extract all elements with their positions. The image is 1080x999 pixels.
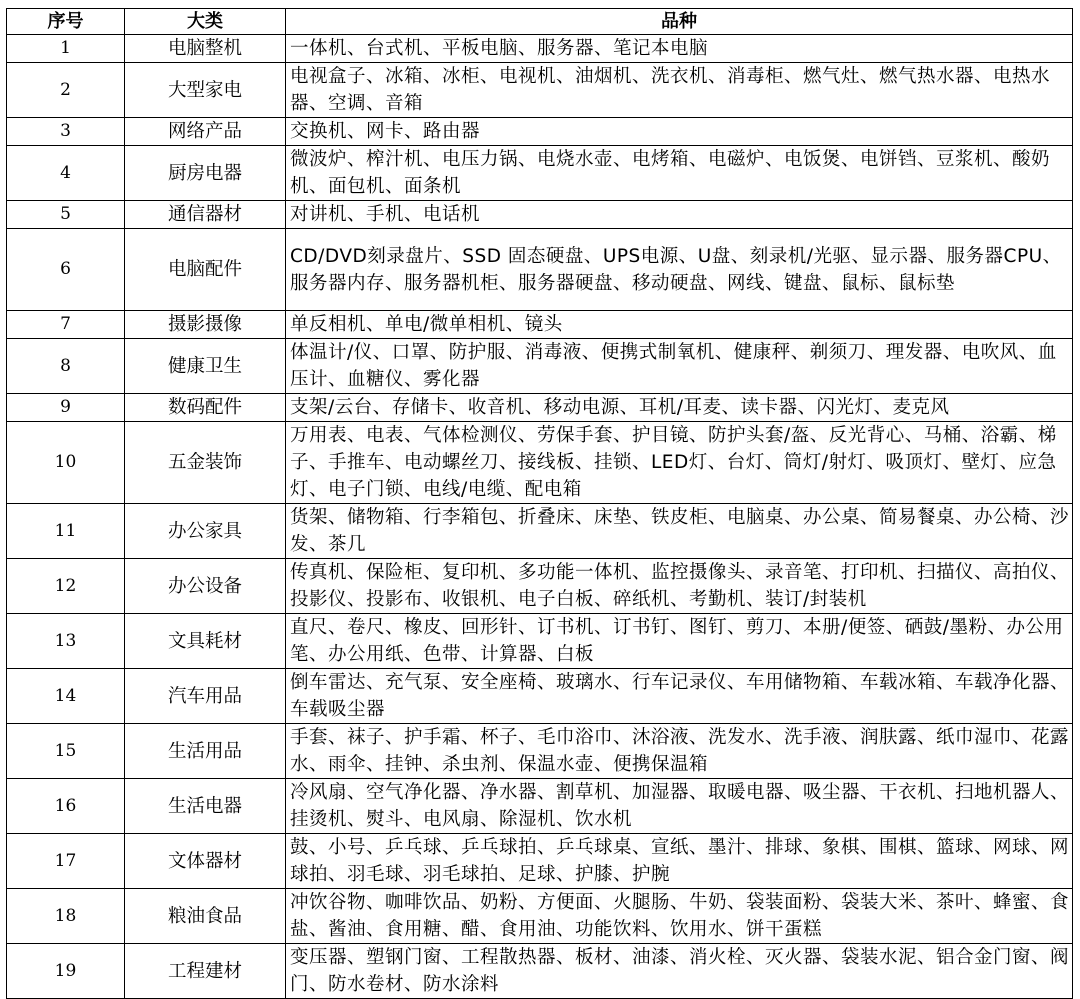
table-row xyxy=(7,889,1073,944)
table-row xyxy=(7,669,1073,724)
row-items: 变压器、塑钢门窗、工程散热器、板材、油漆、消火栓、灭火器、袋装水泥、铝合金门窗、阀门、防水卷材、防水涂料 xyxy=(286,944,1073,999)
row-category: 健康卫生 xyxy=(125,339,286,394)
table-row xyxy=(7,559,1073,614)
table-row xyxy=(7,422,1073,504)
row-category: 工程建材 xyxy=(125,944,286,999)
row-seq: 6 xyxy=(7,229,125,311)
row-items: 微波炉、榨汁机、电压力锅、电烧水壶、电烤箱、电磁炉、电饭煲、电饼铛、豆浆机、酸奶机、面包机、面条机 xyxy=(286,146,1073,201)
row-category: 通信器材 xyxy=(125,201,286,229)
row-category: 粮油食品 xyxy=(125,889,286,944)
row-seq: 13 xyxy=(7,614,125,669)
table-row xyxy=(7,201,1073,229)
row-category: 厨房电器 xyxy=(125,146,286,201)
table-row xyxy=(7,146,1073,201)
row-seq: 4 xyxy=(7,146,125,201)
row-items: 冲饮谷物、咖啡饮品、奶粉、方便面、火腿肠、牛奶、袋装面粉、袋装大米、茶叶、蜂蜜、食盐、酱油、食用糖、醋、食用油、功能饮料、饮用水、饼干蛋糕 xyxy=(286,889,1073,944)
row-items: 支架/云台、存储卡、收音机、移动电源、耳机/耳麦、读卡器、闪光灯、麦克风 xyxy=(286,394,1073,422)
row-items: 单反相机、单电/微单相机、镜头 xyxy=(286,311,1073,339)
table-row xyxy=(7,779,1073,834)
row-items: 传真机、保险柜、复印机、多功能一体机、监控摄像头、录音笔、打印机、扫描仪、高拍仪、投影仪、投影布、收银机、电子白板、碎纸机、考勤机、装订/封装机 xyxy=(286,559,1073,614)
header-category: 大类 xyxy=(125,9,286,35)
row-seq: 19 xyxy=(7,944,125,999)
row-seq: 2 xyxy=(7,63,125,118)
row-category: 网络产品 xyxy=(125,118,286,146)
table-row xyxy=(7,229,1073,311)
row-items: 对讲机、手机、电话机 xyxy=(286,201,1073,229)
row-category: 办公设备 xyxy=(125,559,286,614)
category-table xyxy=(6,8,1073,999)
table-row xyxy=(7,339,1073,394)
row-items: 体温计/仪、口罩、防护服、消毒液、便携式制氧机、健康秤、剃须刀、理发器、电吹风、血压计、血糖仪、雾化器 xyxy=(286,339,1073,394)
row-seq: 3 xyxy=(7,118,125,146)
row-category: 生活用品 xyxy=(125,724,286,779)
row-items: 冷风扇、空气净化器、净水器、割草机、加湿器、取暖电器、吸尘器、干衣机、扫地机器人、挂烫机、熨斗、电风扇、除湿机、饮水机 xyxy=(286,779,1073,834)
row-seq: 5 xyxy=(7,201,125,229)
table-row xyxy=(7,311,1073,339)
table-row xyxy=(7,394,1073,422)
table-row xyxy=(7,35,1073,63)
row-seq: 18 xyxy=(7,889,125,944)
row-seq: 14 xyxy=(7,669,125,724)
row-seq: 8 xyxy=(7,339,125,394)
table-row xyxy=(7,614,1073,669)
row-category: 数码配件 xyxy=(125,394,286,422)
table-row xyxy=(7,944,1073,999)
table-row xyxy=(7,724,1073,779)
table-row xyxy=(7,118,1073,146)
row-items: 交换机、网卡、路由器 xyxy=(286,118,1073,146)
row-seq: 16 xyxy=(7,779,125,834)
row-seq: 17 xyxy=(7,834,125,889)
row-items: 直尺、卷尺、橡皮、回形针、订书机、订书钉、图钉、剪刀、本册/便签、硒鼓/墨粉、办公用笔、办公用纸、色带、计算器、白板 xyxy=(286,614,1073,669)
row-seq: 15 xyxy=(7,724,125,779)
row-seq: 9 xyxy=(7,394,125,422)
row-items: 一体机、台式机、平板电脑、服务器、笔记本电脑 xyxy=(286,35,1073,63)
row-seq: 11 xyxy=(7,504,125,559)
row-seq: 1 xyxy=(7,35,125,63)
row-items: 鼓、小号、乒乓球、乒乓球拍、乒乓球桌、宣纸、墨汁、排球、象棋、围棋、篮球、网球、网球拍、羽毛球、羽毛球拍、足球、护膝、护腕 xyxy=(286,834,1073,889)
row-items: 倒车雷达、充气泵、安全座椅、玻璃水、行车记录仪、车用储物箱、车载冰箱、车载净化器、车载吸尘器 xyxy=(286,669,1073,724)
row-category: 生活电器 xyxy=(125,779,286,834)
row-category: 电脑配件 xyxy=(125,229,286,311)
row-seq: 12 xyxy=(7,559,125,614)
row-items: 电视盒子、冰箱、冰柜、电视机、油烟机、洗衣机、消毒柜、燃气灶、燃气热水器、电热水器、空调、音箱 xyxy=(286,63,1073,118)
table-row xyxy=(7,504,1073,559)
header-seq: 序号 xyxy=(7,9,125,35)
table-row xyxy=(7,834,1073,889)
header-row xyxy=(7,9,1073,35)
table-row xyxy=(7,63,1073,118)
row-category: 文具耗材 xyxy=(125,614,286,669)
row-category: 五金装饰 xyxy=(125,422,286,504)
row-items: CD/DVD刻录盘片、SSD 固态硬盘、UPS电源、U盘、刻录机/光驱、显示器、服务器CPU、服务器内存、服务器机柜、服务器硬盘、移动硬盘、网线、键盘、鼠标、鼠标垫 xyxy=(286,229,1073,311)
row-category: 办公家具 xyxy=(125,504,286,559)
row-items: 货架、储物箱、行李箱包、折叠床、床垫、铁皮柜、电脑桌、办公桌、简易餐桌、办公椅、沙发、茶几 xyxy=(286,504,1073,559)
table-body xyxy=(7,35,1073,999)
row-items: 手套、袜子、护手霜、杯子、毛巾浴巾、沐浴液、洗发水、洗手液、润肤露、纸巾湿巾、花露水、雨伞、挂钟、杀虫剂、保温水壶、便携保温箱 xyxy=(286,724,1073,779)
row-seq: 7 xyxy=(7,311,125,339)
row-seq: 10 xyxy=(7,422,125,504)
row-category: 大型家电 xyxy=(125,63,286,118)
row-category: 汽车用品 xyxy=(125,669,286,724)
row-category: 电脑整机 xyxy=(125,35,286,63)
row-category: 摄影摄像 xyxy=(125,311,286,339)
header-items: 品种 xyxy=(286,9,1073,35)
row-category: 文体器材 xyxy=(125,834,286,889)
row-items: 万用表、电表、气体检测仪、劳保手套、护目镜、防护头套/盔、反光背心、马桶、浴霸、梯子、手推车、电动螺丝刀、接线板、挂锁、LED灯、台灯、筒灯/射灯、吸顶灯、壁灯、应急灯、电子门锁、电线/电缆、配电箱 xyxy=(286,422,1073,504)
